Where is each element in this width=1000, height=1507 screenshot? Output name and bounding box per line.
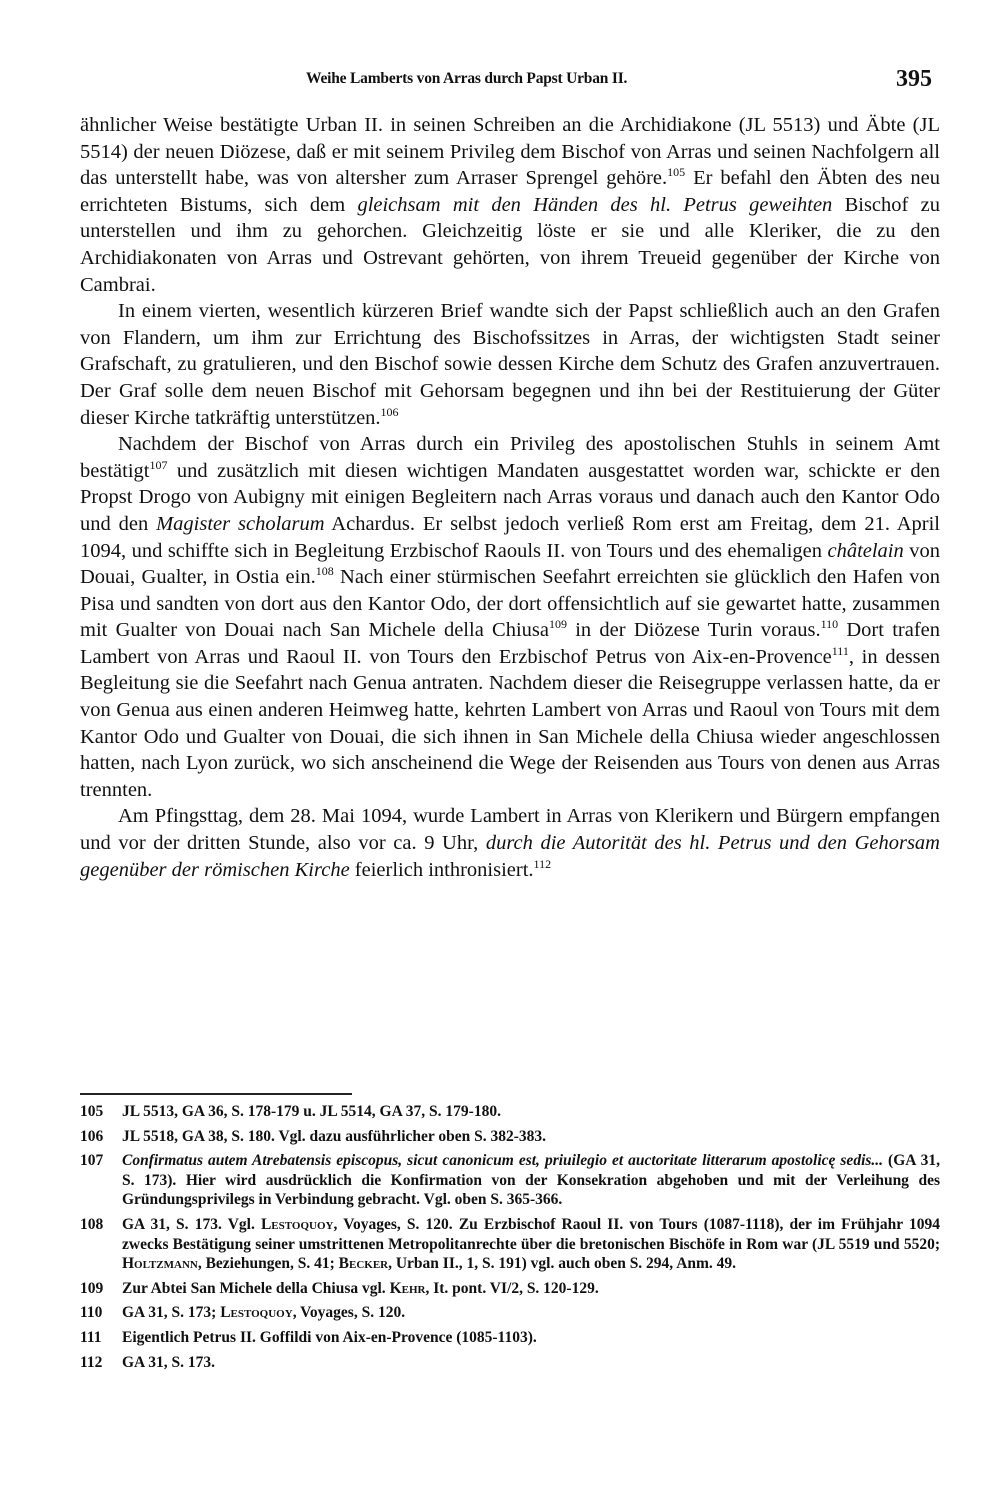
text-run: Nach einer stürmischen Seefahrt erreichten sie glücklich den Hafen von Pisa und sandten von dort aus den Kantor Odo, der dort offensichtlich auf sie gewartet hatte, zusammen mit Gualter von Douai nach San Michele della Chiusa (80, 566, 940, 642)
footnote-text: JL 5518, GA 38, S. 180. Vgl. dazu ausführlicher oben S. 382-383. (122, 1127, 547, 1145)
paragraph (80, 431, 940, 803)
footnote-ref: 112 (533, 856, 552, 871)
footnote-ref: 108 (315, 564, 334, 579)
footnote-number: 109 (80, 1279, 104, 1297)
italic-run: durch die Autorität des hl. Petrus und den Gehorsam gegenüber der römischen Kirche (80, 832, 940, 881)
footnote-ref: 110 (820, 617, 839, 632)
text-run: Er befahl den Äbten des neu errichteten Bistums, sich dem (80, 167, 940, 216)
paragraph (80, 112, 940, 298)
footnote-number: 107 (80, 1152, 104, 1170)
footnote-text: , It. pont. VI/2, S. 120-129. (425, 1279, 599, 1297)
footnote-text: GA 31, S. 173. Vgl. (122, 1215, 261, 1233)
footnotes (80, 1102, 940, 1377)
text-run: Nachdem der Bischof von Arras durch ein Privileg des apostolischen Stuhls in seinem Amt bestätigt (80, 433, 940, 482)
text-run: von Douai, Gualter, in Ostia ein. (80, 539, 940, 589)
text-run: ähnlicher Weise bestätigte Urban II. in seinen Schreiben an die Archidiakone (JL 5513) und Äbte (JL 5514) der neuen Diözese, daß er mit seinem Privileg dem Bischof von Arras und seinen Nachfolgern all das unterstellt habe, was von altersher zum Arraser Sprengel gehöre. (80, 114, 940, 190)
footnote-ref: 107 (149, 457, 168, 472)
footnote-109 (80, 1279, 940, 1299)
footnote-divider (80, 1093, 352, 1095)
footnote-text: GA 31, S. 173. (122, 1353, 216, 1371)
text-run: In einem vierten, wesentlich kürzeren Brief wandte sich der Papst schließlich auch an den Grafen von Flandern, um ihm zur Errichtung des Bischofssitzes in Arras, der wichtigsten Stadt seiner Grafschaft, zu gratulieren, und den Bischof sowie dessen Kirche dem Schutz des Grafen anzuvertrauen. Der Graf solle dem neuen Bischof mit Gehorsam begegnen und ihn bei der Restituierung der Güter dieser Kirche tatkräftig unterstützen. (80, 300, 940, 429)
footnote-number: 106 (80, 1127, 104, 1145)
footnote-text: JL 5513, GA 36, S. 178-179 u. JL 5514, GA 37, S. 179-180. (122, 1103, 501, 1120)
author-name: Lestoquoy (220, 1304, 293, 1322)
footnote-105 (80, 1102, 940, 1122)
paragraph (80, 803, 940, 883)
running-head (0, 66, 1000, 96)
footnote-text: , Beziehungen, S. 41; (197, 1255, 339, 1273)
italic-run: Magister scholarum (156, 512, 325, 535)
footnote-106 (80, 1127, 940, 1147)
text-run: Bischof zu unterstellen und ihm zu gehorchen. Gleichzeitig löste er sie und alle Kleriker, die zu den Archidiakonaten von Arras und Ostrevant gehörten, von ihrem Treueid gegenüber der Kirche von Cambrai. (80, 193, 940, 296)
text-run: Achardus. Er selbst jedoch verließ Rom erst am Freitag, dem 21. April 1094, und schiffte sich in Begleitung Erzbischof Raouls II. von Tours und des ehemaligen (80, 512, 940, 562)
text-run: feierlich inthronisiert. (349, 858, 534, 881)
footnote-text: , Voyages, S. 120. Zu Erzbischof Raoul II. von Tours (1087-1118), der im Frühjahr 1094 zwecks Bestätigung seiner umstrittenen Metropolitanrechte über die bretonischen Bischöfe in Rom war (JL 5519 und 5520; (122, 1215, 940, 1253)
author-name: Kehr (389, 1279, 426, 1297)
author-name: Lestoquoy (260, 1215, 334, 1233)
footnote-number: 105 (80, 1103, 104, 1120)
footnote-107 (80, 1151, 940, 1210)
footnote-ref: 106 (380, 404, 399, 419)
footnote-text: Eigentlich Petrus II. Goffildi von Aix-en-Provence (1085-1103). (122, 1328, 537, 1346)
footnote-text: , Voyages, S. 120. (292, 1304, 406, 1322)
main-text (80, 112, 940, 883)
text-run: , in dessen Begleitung sie die Seefahrt nach Genua antraten. Nachdem dieser die Reisegruppe verlassen hatte, da er von Genua aus einen anderen Heimweg hatte, kehrten Lambert von Arras und Raoul von Tours mit dem Kantor Odo und Gualter von Douai, die sich ihnen in San Michele della Chiusa wieder angeschlossen hatten, nach Lyon zurück, wo sich anscheinend die Wege der Reisenden aus Tours von denen aus Arras trennten. (80, 645, 940, 801)
footnote-number: 110 (80, 1304, 103, 1322)
footnote-text: Zur Abtei San Michele della Chiusa vgl. (122, 1279, 390, 1297)
footnote-ref: 105 (667, 165, 686, 180)
text-run: und zusätzlich mit diesen wichtigen Mandaten ausgestattet worden war, schickte er den Propst Drogo von Aubigny mit einigen Begleitern nach Arras voraus und danach auch den Kantor Odo und den (80, 459, 940, 535)
footnote-ref: 111 (831, 643, 849, 658)
page-number: 395 (896, 66, 932, 92)
footnote-text: GA 31, S. 173; (122, 1304, 221, 1322)
footnote-number: 111 (80, 1328, 102, 1346)
text-run: Dort trafen Lambert von Arras und Raoul II. von Tours den Erzbischof Petrus von Aix-en-Provence (80, 619, 940, 668)
footnote-110 (80, 1303, 940, 1323)
footnote-ref: 109 (548, 617, 567, 632)
footnote-111 (80, 1328, 940, 1348)
footnote-number: 108 (80, 1215, 104, 1233)
footnote-108 (80, 1215, 940, 1274)
author-name: Becker (338, 1255, 389, 1273)
footnote-number: 112 (80, 1353, 103, 1371)
text-run: in der Diözese Turin voraus. (566, 619, 821, 642)
italic-run: gleichsam mit den Händen des hl. Petrus geweihten (357, 193, 833, 216)
paragraph (80, 298, 940, 431)
author-name: Holtzmann (122, 1255, 198, 1273)
footnote-text: (GA 31, S. 173). Hier wird ausdrücklich die Konfirmation von der Konsekration abgehoben und mit der Verleihung des Gründungsprivilegs in Verbindung gebracht. Vgl. oben S. 365-366. (122, 1152, 940, 1209)
italic-run: châtelain (827, 539, 904, 562)
running-title: Weihe Lamberts von Arras durch Papst Urban II. (306, 70, 628, 87)
text-run: Am Pfingsttag, dem 28. Mai 1094, wurde Lambert in Arras von Klerikern und Bürgern empfangen und vor der dritten Stunde, also vor ca. 9 Uhr, (80, 805, 940, 855)
footnote-text: , Urban II., 1, S. 191) vgl. auch oben S. 294, Anm. 49. (388, 1255, 737, 1273)
footnote-112 (80, 1353, 940, 1373)
footnote-quote: Confirmatus autem Atrebatensis episcopus, sicut canonicum est, priuilegio et auctoritate litterarum apostolicę sedis... (122, 1152, 884, 1170)
